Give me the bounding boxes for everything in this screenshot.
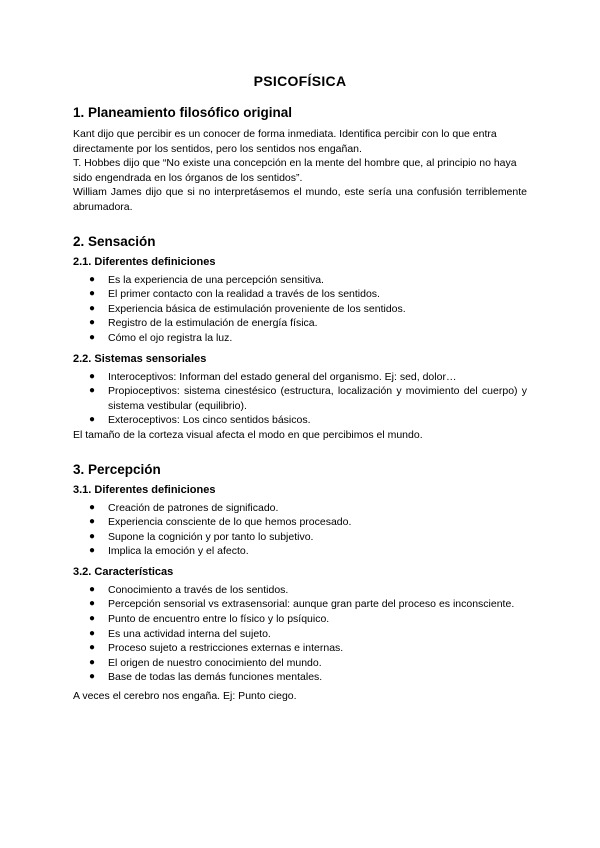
list-item-text: El origen de nuestro conocimiento del mundo. xyxy=(108,656,322,669)
section-sensacion xyxy=(73,233,527,443)
bullet-icon: ● xyxy=(89,613,96,625)
list-item xyxy=(73,597,527,612)
bullet-icon: ● xyxy=(89,516,96,528)
bullet-icon: ● xyxy=(89,545,96,557)
list-item-text: Es una actividad interna del sujeto. xyxy=(108,627,271,640)
bullet-icon: ● xyxy=(89,385,96,397)
list-item xyxy=(73,370,527,385)
bullet-icon: ● xyxy=(89,598,96,610)
list-item xyxy=(73,413,527,428)
subsection-heading: 3.2. Características xyxy=(73,565,174,578)
list-item-text: Experiencia consciente de lo que hemos procesado. xyxy=(108,516,352,529)
list-item xyxy=(73,641,527,656)
list-item-text: Creación de patrones de significado. xyxy=(108,501,279,514)
bullet-icon: ● xyxy=(89,273,96,285)
list-item xyxy=(73,273,527,288)
paragraph-hobbes: T. Hobbes dijo que “No existe una concepción en la mente del hombre que, al principio no haya sido engendrada en los órganos de los sentidos”. xyxy=(73,157,517,184)
list-item xyxy=(73,331,527,346)
list-item-text: El primer contacto con la realidad a través de los sentidos. xyxy=(108,288,380,301)
list-item-text: Proceso sujeto a restricciones externas e internas. xyxy=(108,642,344,655)
page-title: PSICOFÍSICA xyxy=(253,73,347,89)
list-item xyxy=(73,384,527,413)
bullet-list xyxy=(73,583,527,685)
list-item xyxy=(73,316,527,331)
section-heading: 1. Planeamiento filosófico original xyxy=(73,105,293,120)
list-item-text: Cómo el ojo registra la luz. xyxy=(108,331,233,344)
subsection-heading: 2.1. Diferentes definiciones xyxy=(73,255,216,268)
list-item-text: Base de todas las demás funciones mentales. xyxy=(108,671,323,684)
bullet-icon: ● xyxy=(89,302,96,314)
list-item xyxy=(73,501,527,516)
bullet-icon: ● xyxy=(89,331,96,343)
section-heading: 2. Sensación xyxy=(73,233,156,249)
list-item xyxy=(73,656,527,671)
bullet-icon: ● xyxy=(89,583,96,595)
section-percepcion xyxy=(73,461,527,704)
bullet-icon: ● xyxy=(89,414,96,426)
list-item-text: Supone la cognición y por tanto lo subjetivo. xyxy=(108,530,314,543)
paragraph-note: A veces el cerebro nos engaña. Ej: Punto ciego. xyxy=(73,690,297,703)
paragraph-note: El tamaño de la corteza visual afecta el modo en que percibimos el mundo. xyxy=(73,428,423,441)
paragraph-james: William James dijo que si no interpretásemos el mundo, este sería una confusión terriblemente abrumadora. xyxy=(73,186,527,213)
bullet-icon: ● xyxy=(89,317,96,329)
list-item xyxy=(73,627,527,642)
section-heading: 3. Percepción xyxy=(73,461,161,477)
section-planeamiento xyxy=(73,104,527,215)
list-item-text: Registro de la estimulación de energía física. xyxy=(108,317,318,330)
subsection-heading: 2.2. Sistemas sensoriales xyxy=(73,352,207,365)
bullet-icon: ● xyxy=(89,501,96,513)
subsection-heading: 3.1. Diferentes definiciones xyxy=(73,483,216,496)
bullet-icon: ● xyxy=(89,642,96,654)
bullet-icon: ● xyxy=(89,288,96,300)
list-item-text: Punto de encuentro entre lo físico y lo psíquico. xyxy=(108,613,330,626)
list-item-text: Es la experiencia de una percepción sensitiva. xyxy=(108,273,324,286)
bullet-icon: ● xyxy=(89,656,96,668)
list-item xyxy=(73,530,527,545)
list-item-text: Conocimiento a través de los sentidos. xyxy=(108,583,289,596)
list-item xyxy=(73,612,527,627)
list-item xyxy=(73,302,527,317)
bullet-icon: ● xyxy=(89,627,96,639)
list-item xyxy=(73,515,527,530)
bullet-list xyxy=(73,370,527,428)
list-item-text: Percepción sensorial vs extrasensorial: aunque gran parte del proceso es inconsciente. xyxy=(108,598,515,611)
list-item xyxy=(73,670,527,685)
list-item xyxy=(73,287,527,302)
list-item-text: Implica la emoción y el afecto. xyxy=(108,545,249,558)
bullet-list xyxy=(73,273,527,346)
bullet-icon: ● xyxy=(89,530,96,542)
bullet-icon: ● xyxy=(89,370,96,382)
document-body xyxy=(73,104,527,704)
list-item xyxy=(73,544,527,559)
list-item xyxy=(73,583,527,598)
list-item-text: Interoceptivos: Informan del estado general del organismo. Ej: sed, dolor… xyxy=(108,370,457,383)
list-item-text: Experiencia básica de estimulación proveniente de los sentidos. xyxy=(108,302,406,315)
list-item-text: Propioceptivos: sistema cinestésico (estructura, localización y movimiento del cuerpo) y sistema vestibular (equilibrio). xyxy=(108,385,527,412)
list-item-text: Exteroceptivos: Los cinco sentidos básicos. xyxy=(108,414,311,427)
paragraph-kant: Kant dijo que percibir es un conocer de forma inmediata. Identifica percibir con lo que entra directamente por los sentidos, pero los sentidos nos engañan. xyxy=(73,128,497,155)
bullet-icon: ● xyxy=(89,671,96,683)
bullet-list xyxy=(73,501,527,559)
